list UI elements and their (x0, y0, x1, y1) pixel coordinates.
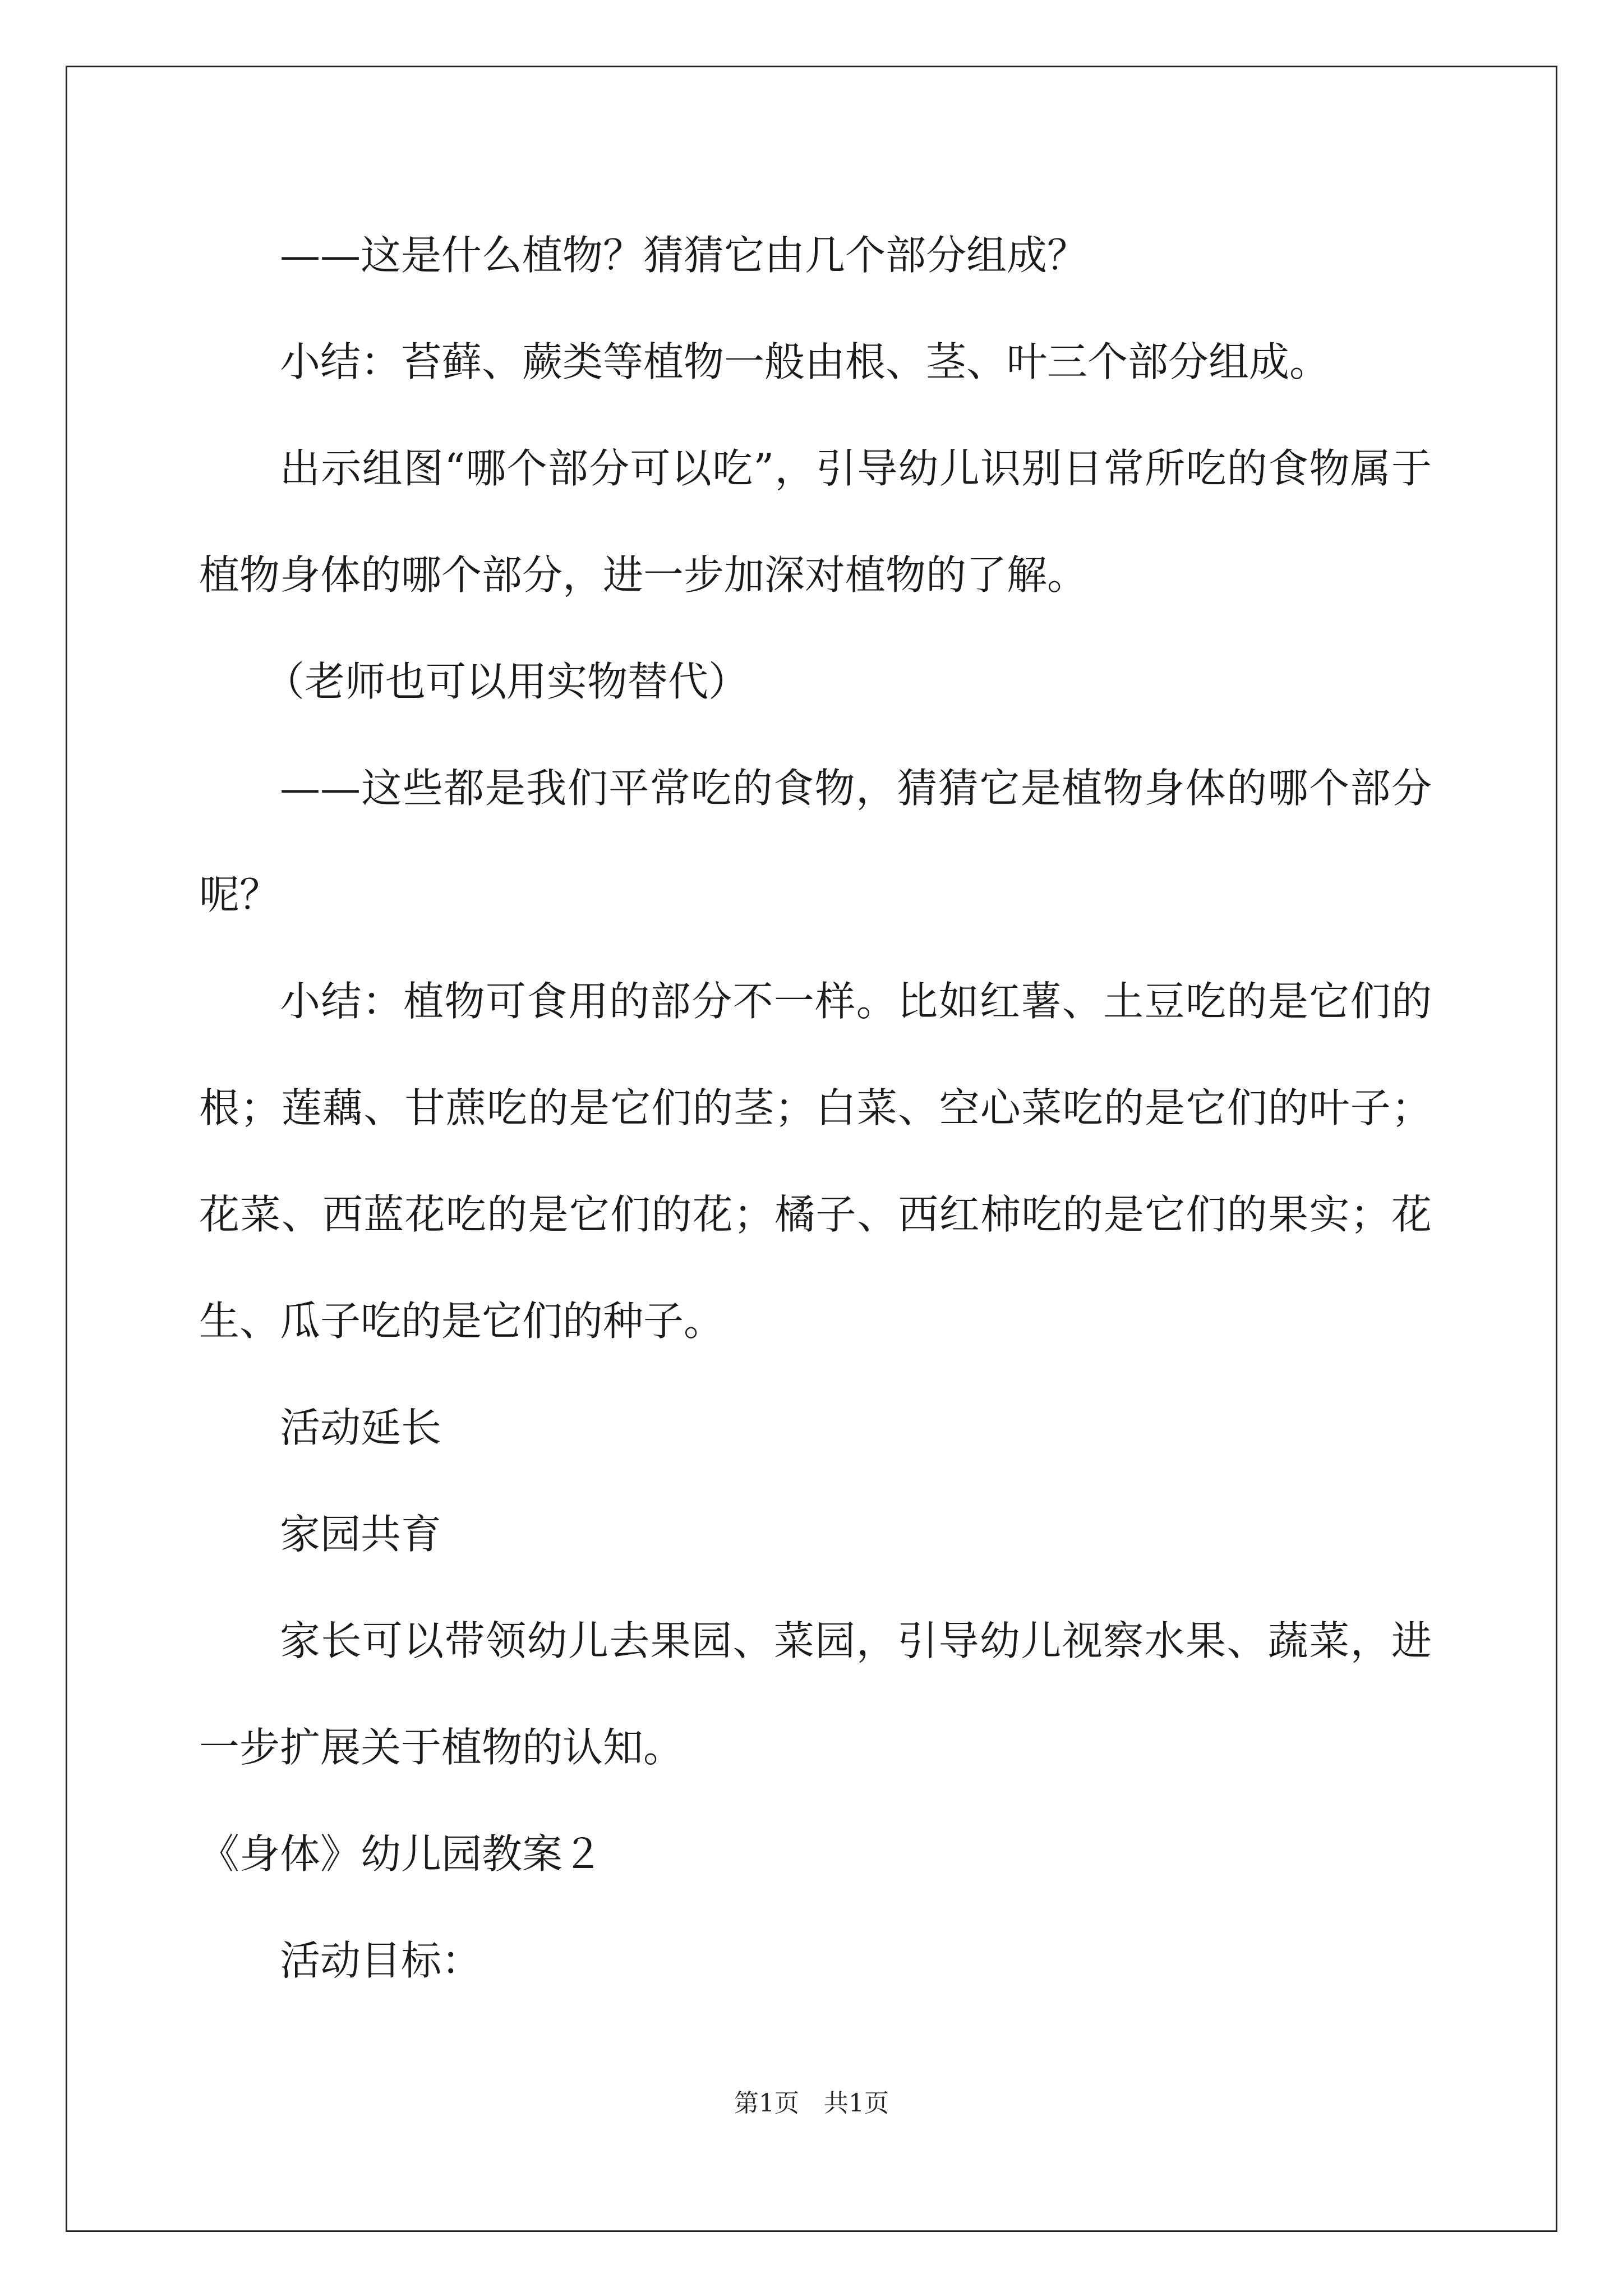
section-heading: 《身体》幼儿园教案２ (199, 1830, 603, 1878)
page-number: 第1页 (734, 2089, 799, 2118)
paragraph-teacher-note: （老师也可以用实物替代） (264, 658, 749, 705)
page-total: 共1页 (824, 2089, 889, 2118)
paragraph-activity-extension: 活动延长 (280, 1404, 442, 1451)
paragraph-show-pictures: 出示组图“哪个部分可以吃”，引导幼儿识别日常所吃的食物属于植物身体的哪个部分，进一步加深对植物的了解。 (199, 445, 1432, 599)
paragraph-question-2: ——这些都是我们平常吃的食物，猜猜它是植物身体的哪个部分呢？ (199, 765, 1432, 918)
paragraph-parents: 家长可以带领幼儿去果园、菜园，引导幼儿视察水果、蔬菜，进一步扩展关于植物的认知。 (199, 1617, 1432, 1771)
document-body (199, 202, 1432, 2014)
paragraph-activity-goals: 活动目标： (280, 1937, 482, 1984)
paragraph-home-school: 家园共育 (280, 1511, 442, 1558)
paragraph-summary-2: 小结：植物可食用的部分不一样。比如红薯、土豆吃的是它们的根；莲藕、甘蔗吃的是它们的茎；白菜、空心菜吃的是它们的叶子；花菜、西蓝花吃的是它们的花；橘子、西红柿吃的是它们的果实；花生、瓜子吃的是它们的种子。 (199, 978, 1432, 1345)
paragraph-summary-1: 小结：苔藓、蕨类等植物一般由根、茎、叶三个部分组成。 (280, 338, 1330, 385)
page-footer (0, 2087, 1623, 2120)
paragraph-question-1: ——这是什么植物？猜猜它由几个部分组成？ (280, 232, 1088, 279)
